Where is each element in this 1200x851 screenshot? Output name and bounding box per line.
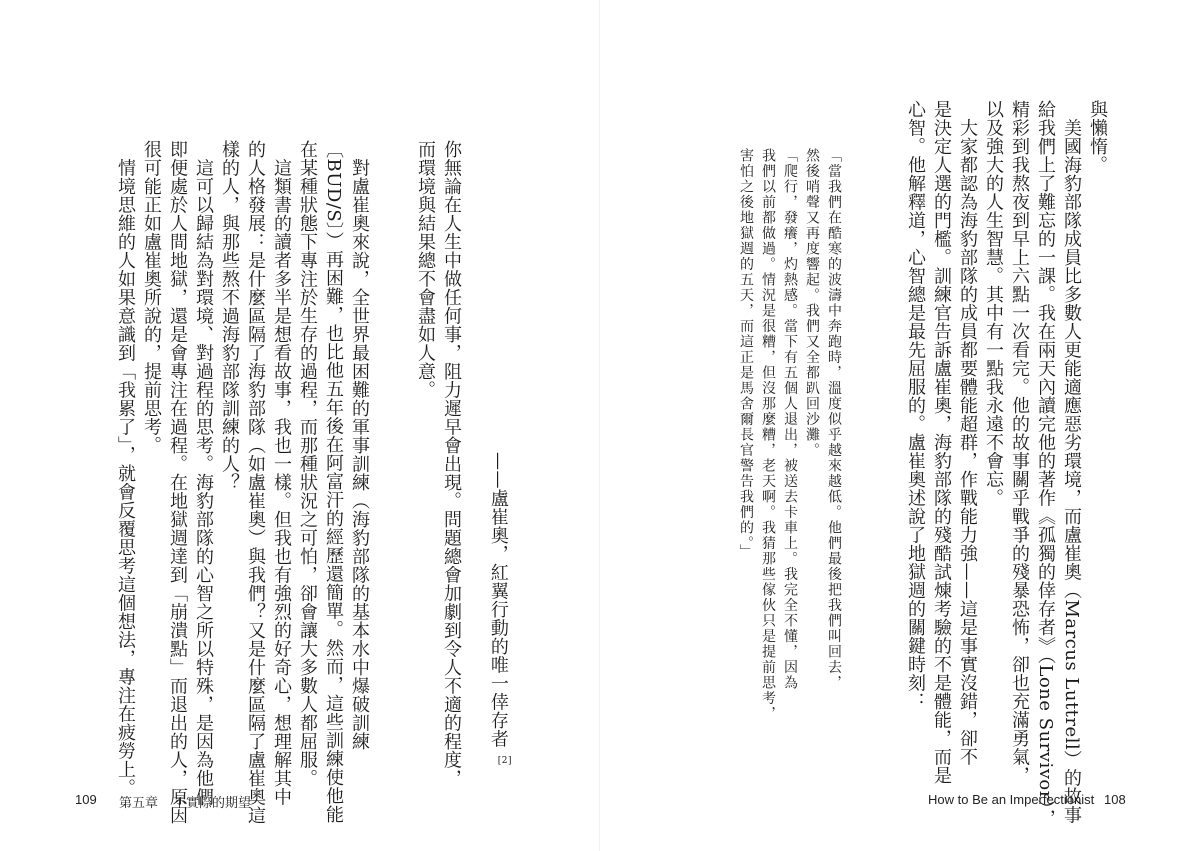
text-line: 這可以歸結為對環境、對過程的思考。海豹部隊的心智之所以特殊，是因為他們: [193, 140, 214, 806]
epigraph-line: 而環境與結果總不會盡如人意。: [415, 140, 436, 399]
text-line: 與懶惰。: [1087, 100, 1108, 174]
epigraph: [406, 140, 464, 788]
text-line: 大家都認為海豹部隊的成員都要體能超群，作戰能力強——這是事實沒錯，卻不: [957, 100, 978, 766]
text-line: 是決定人選的門檻。訓練官告訴盧崔奧，海豹部隊的殘酷試煉考驗的不是體能，而是: [931, 100, 952, 785]
footnote-marker: [2]: [497, 756, 512, 766]
text-line: 即便處於人間地獄，還是會專注在過程。在地獄週達到「崩潰點」而退出的人，原因: [167, 140, 188, 825]
text-line: 很可能正如盧崔奧所說的，提前思考。: [141, 140, 162, 455]
block-quote: [700, 148, 845, 722]
text-line: 〔BUD/S〕）再困難，也比他五年後在阿富汗的經歷還簡單。然而，這些訓練使他能: [323, 140, 344, 824]
text-line: 在某種狀態下專注於生存的過程，而那種狀況之可怕，卻會讓大多數人都屈服。: [297, 140, 318, 788]
attribution-text: ——盧崔奧，紅翼行動的唯一倖存者: [487, 452, 509, 748]
text-line: 這類書的讀者多半是想看故事，我也一樣。但我也有強烈的好奇心，想理解其中: [271, 140, 292, 806]
chapter-label: 第五章: [119, 795, 159, 810]
page-number: 108: [1104, 792, 1126, 807]
quote-line: 我們以前都做過。情況是很糟，但沒那麼糟，老天啊。我猜那些傢伙只是提前思考，: [760, 148, 776, 722]
page-number: 109: [75, 792, 97, 807]
text-line: 以及強大的人生智慧。其中有一點我永遠不會忘。: [983, 100, 1004, 507]
text-line: 對盧崔奧來說，全世界最困難的軍事訓練（海豹部隊的基本水中爆破訓練: [349, 140, 370, 751]
quote-line: 「爬行，發癢，灼熱感。當下有五個人退出，被送去卡車上。我完全不懂，因為: [782, 148, 798, 691]
text-line: 情境思維的人如果意識到「我累了」，就會反覆思考這個想法，專注在疲勞上。: [115, 140, 136, 797]
quote-line: 「當我們在酷寒的波濤中奔跑時，溫度似乎越來越低。他們最後把我們叫回去，: [826, 148, 842, 691]
epigraph-line: 你無論在人生中做任何事，阻力遲早會出現。問題總會加劇到令人不適的程度，: [441, 140, 462, 788]
quote-attribution: [482, 452, 512, 766]
right-page: [600, 0, 1200, 851]
text-line: 精彩到我熬夜到早上六點一次看完。他的故事關乎戰爭的殘暴恐怖，卻也充滿勇氣，: [1009, 100, 1030, 785]
text-line: 給我們上了難忘的一課。我在兩天內讀完他的著作《孤獨的倖存者》（Lone Survivor），: [1035, 100, 1056, 828]
running-title: How to Be an Imperfectionist: [928, 792, 1095, 807]
quote-line: 害怕之後地獄週的五天，而這正是馬舍爾長官警告我們的。」: [738, 148, 754, 560]
chapter-title: 不實際的期望: [173, 795, 252, 810]
text-line: 心智。他解釋道，心智總是最先屈服的。盧崔奧述說了地獄週的關鍵時刻：: [905, 100, 926, 711]
text-line: 樣的人，與那些熬不過海豹部隊訓練的人？: [219, 140, 240, 492]
quote-line: 然後哨聲又再度響起。我們又全都趴回沙灘。: [804, 148, 820, 458]
text-line: 的人格發展：是什麼區隔了海豹部隊（如盧崔奧）與我們？又是什麼區隔了盧崔奧這: [245, 140, 266, 825]
text-line: 美國海豹部隊成員比多數人更能適應惡劣環境，而盧崔奧（Marcus Luttrell）的故事: [1061, 100, 1082, 825]
